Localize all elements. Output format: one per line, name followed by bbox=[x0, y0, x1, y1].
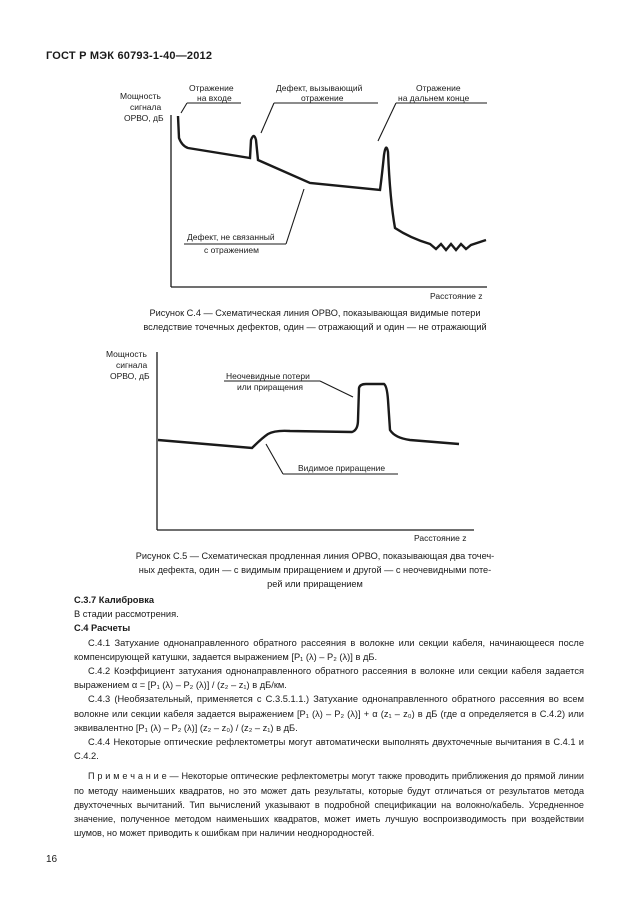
figure-c5-caption-line-3: рей или приращением bbox=[267, 579, 363, 589]
figure-c4-caption-line-2: вследствие точечных дефектов, один — отражающий и один — не отражающий bbox=[143, 322, 487, 332]
note-body: — Некоторые оптические рефлектометры могут также проводить приближения до прямой линии по методу наименьших квадратов, но это может дать результаты, которые будут отличаться от результатов метода двухточечных вычитаний. Тип вычислений указывают в подробной спецификации на волокно/кабель. Усредненное значение, полученное методом наименьших квадратов, может иметь лучшую воспроизводимость при воздействии шумов, но может приводить к ошибкам при наличии неоднородностей. bbox=[74, 771, 584, 839]
figure-c5-ylabel-1: Мощность bbox=[106, 349, 147, 359]
document-header: ГОСТ Р МЭК 60793-1-40—2012 bbox=[46, 50, 213, 62]
section-c37-heading: С.3.7 Калибровка bbox=[74, 595, 155, 605]
page-number: 16 bbox=[46, 854, 58, 865]
paragraph-c44: С.4.4 Некоторые оптические рефлектометры могут автоматически выполнять двухточечные вычитания в С.4.1 и С.4.2. bbox=[74, 737, 584, 762]
body-text bbox=[74, 593, 584, 840]
figure-c4-label-nonreflect-2: с отражением bbox=[204, 245, 259, 255]
figure-c5-caption bbox=[82, 549, 548, 591]
section-c37-body: В стадии рассмотрения. bbox=[74, 609, 179, 620]
figure-c4-xlabel: Расстояние z bbox=[430, 291, 483, 301]
figure-c4-label-input-1: Отражение bbox=[189, 83, 234, 93]
note-paragraph bbox=[74, 769, 584, 840]
paragraph-c41: С.4.1 Затухание однонаправленного обратного рассеяния в волокне или секции кабеля, начинающееся после компенсирующей катушки, задается выражением [P₁ (λ) – P₂ (λ)] в дБ. bbox=[74, 637, 584, 662]
figure-c5-caption-line-1: Рисунок С.5 — Схематическая продленная линия ОРВО, показывающая два точеч- bbox=[135, 551, 495, 561]
figure-c5-label-unapparent-2: или приращения bbox=[237, 382, 304, 392]
figure-c5-xlabel: Расстояние z bbox=[414, 533, 467, 543]
figure-c4-ylabel-2: сигнала bbox=[130, 102, 162, 112]
figure-c4-ylabel-1: Мощность bbox=[120, 91, 161, 101]
figure-c4-label-farend-2: на дальнем конце bbox=[398, 93, 470, 103]
figure-c4-caption-line-1: Рисунок С.4 — Схематическая линия ОРВО, показывающая видимые потери bbox=[149, 308, 481, 318]
paragraph-c43: С.4.3 (Необязательный, применяется с С.3.5.1.1.) Затухание однонаправленного обратного рассеяния во всем волокне или секции кабеля задается выражением [P₁ (λ) – P₂ (λ)] + α (z₁ – z₀) в дБ (где α определяется в С.4.2) или эквивалентно [P₁ (λ) – P₂ (λ)] (z₂ – z₀) / (z₂ – z₁) в дБ. bbox=[74, 694, 584, 733]
figure-c4-label-input-2: на входе bbox=[197, 93, 232, 103]
figure-c4-label-nonreflect-1: Дефект, не связанный bbox=[187, 232, 275, 242]
figure-c5-caption-line-2: ных дефекта, один — с видимым приращением и другой — с неочевидными поте- bbox=[138, 565, 492, 575]
figure-c4-ylabel-3: ОРВО, дБ bbox=[124, 113, 164, 123]
figure-c5-label-visible: Видимое приращение bbox=[298, 463, 386, 473]
figure-c4-label-defect-2: отражение bbox=[301, 93, 344, 103]
figure-c5-label-unapparent-1: Неочевидные потери bbox=[226, 371, 310, 381]
figure-c5-ylabel-3: ОРВО, дБ bbox=[110, 371, 150, 381]
figure-c4-label-farend-1: Отражение bbox=[416, 83, 461, 93]
figure-c4-label-defect-1: Дефект, вызывающий bbox=[276, 83, 363, 93]
figure-c5-ylabel-2: сигнала bbox=[116, 360, 148, 370]
note-label: П р и м е ч а н и е bbox=[88, 771, 167, 782]
section-c4-heading: С.4 Расчеты bbox=[74, 623, 131, 634]
paragraph-c42: С.4.2 Коэффициент затухания однонаправленного обратного рассеяния в волокне или секции кабеля задается выражением α = [P₁ (λ) – P₂ (λ)] / (z₂ – z₁) в дБ/км. bbox=[74, 666, 584, 691]
figure-c5-trace bbox=[158, 384, 459, 448]
